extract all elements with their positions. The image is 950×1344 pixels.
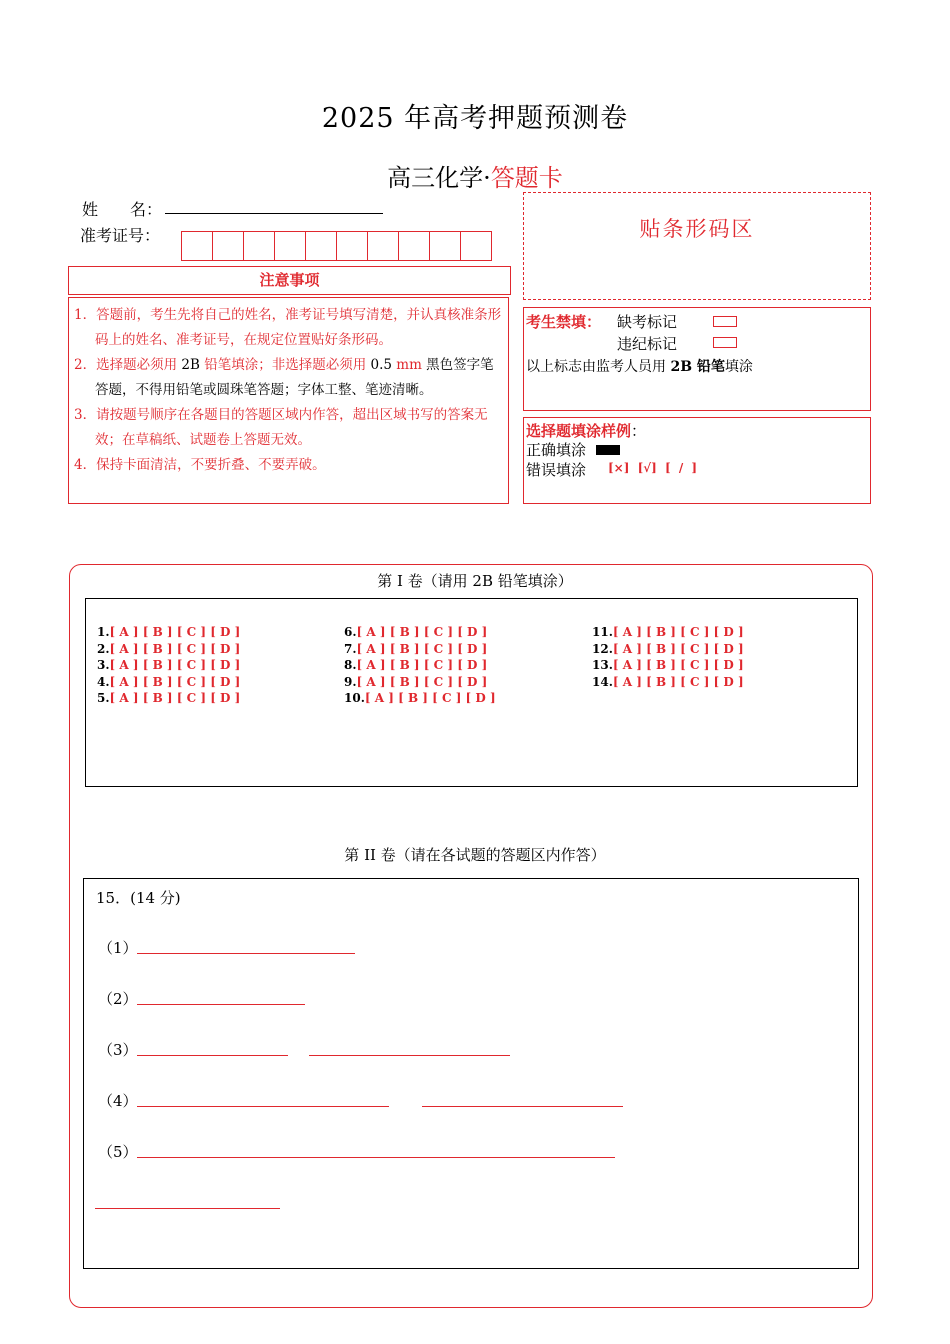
exam-id-digit-box[interactable] xyxy=(461,232,491,260)
part-5-answer-line-a[interactable] xyxy=(137,1157,615,1158)
exam-id-boxes[interactable] xyxy=(181,231,492,261)
violation-mark-row xyxy=(617,333,677,354)
exam-id-digit-box[interactable] xyxy=(213,232,244,260)
part-3-label: （3） xyxy=(98,1041,138,1059)
question-15-box xyxy=(83,878,859,1269)
multiple-choice-box xyxy=(85,598,858,787)
examiner-only-title: 考生禁填： xyxy=(526,313,602,331)
notice-title: 注意事项 xyxy=(68,266,511,295)
mc-question-3[interactable]: 3.[ A ] [ B ] [ C ] [ D ] xyxy=(97,658,241,673)
violation-mark-label: 违纪标记 xyxy=(617,335,678,353)
fill-sample-box xyxy=(523,417,871,504)
part-1-label: （1） xyxy=(98,939,138,957)
mc-question-12[interactable]: 12.[ A ] [ B ] [ C ] [ D ] xyxy=(592,641,744,656)
notice-item-2: 2．选择题必须用 2B 铅笔填涂；非选择题必须用 0.5 mm 黑色签字笔答题，不得用铅笔或圆珠笔答题；字体工整、笔迹清晰。 xyxy=(74,357,494,398)
part-1-answer-line[interactable] xyxy=(137,953,355,954)
absent-mark-row xyxy=(617,311,677,332)
examiner-note: 以上标志由监考人员用 2B 铅笔填涂 xyxy=(526,359,753,375)
exam-id-digit-box[interactable] xyxy=(244,232,275,260)
wrong-fill-label: 错误填涂 xyxy=(526,461,587,479)
mc-question-11[interactable]: 11.[ A ] [ B ] [ C ] [ D ] xyxy=(592,625,744,639)
violation-mark-box[interactable] xyxy=(713,337,737,348)
part-5-label: （5） xyxy=(98,1143,138,1161)
mc-question-13[interactable]: 13.[ A ] [ B ] [ C ] [ D ] xyxy=(592,658,744,673)
wrong-fill-marks: [×] [√] [ / ] xyxy=(608,461,698,475)
mc-column-1 xyxy=(97,624,240,707)
exam-id-label: 准考证号： xyxy=(80,226,161,245)
mc-question-10[interactable]: 10.[ A ] [ B ] [ C ] [ D ] xyxy=(344,691,496,706)
barcode-label: 贴条形码区 xyxy=(639,217,755,241)
mc-question-4[interactable]: 4.[ A ] [ B ] [ C ] [ D ] xyxy=(97,674,241,689)
correct-fill-label: 正确填涂 xyxy=(526,441,587,459)
mc-question-7[interactable]: 7.[ A ] [ B ] [ C ] [ D ] xyxy=(344,641,488,656)
section-1-title: 第 I 卷（请用 2B 铅笔填涂） xyxy=(377,572,573,590)
part-3-answer-line-b[interactable] xyxy=(309,1055,510,1056)
part-4-answer-line-b[interactable] xyxy=(422,1106,623,1107)
exam-id-digit-box[interactable] xyxy=(399,232,430,260)
exam-id-digit-box[interactable] xyxy=(368,232,399,260)
barcode-area xyxy=(523,192,871,300)
mc-question-14[interactable]: 14.[ A ] [ B ] [ C ] [ D ] xyxy=(592,674,744,689)
mc-column-3 xyxy=(592,624,744,690)
card-label: 答题卡 xyxy=(490,164,563,192)
examiner-only-box xyxy=(523,307,871,411)
exam-id-digit-box[interactable] xyxy=(182,232,213,260)
part-3-answer-line-a[interactable] xyxy=(137,1055,288,1056)
part-4-label: （4） xyxy=(98,1092,138,1110)
exam-id-digit-box[interactable] xyxy=(430,232,461,260)
absent-mark-label: 缺考标记 xyxy=(617,313,678,331)
part-2-label: （2） xyxy=(98,990,138,1008)
answer-card-title xyxy=(0,158,950,193)
fill-sample-title: 选择题填涂样例： xyxy=(526,422,647,440)
subject-label: 高三化学· xyxy=(387,164,491,192)
mc-question-8[interactable]: 8.[ A ] [ B ] [ C ] [ D ] xyxy=(344,658,488,673)
name-label: 姓 名： xyxy=(82,200,163,219)
mc-question-5[interactable]: 5.[ A ] [ B ] [ C ] [ D ] xyxy=(97,691,241,706)
mc-question-1[interactable]: 1.[ A ] [ B ] [ C ] [ D ] xyxy=(97,625,241,639)
notice-item-1: 1．答题前，考生先将自己的姓名，准考证号填写清楚，并认真核准条形码上的姓名、准考证号，在规定位置贴好条形码。 xyxy=(74,307,502,348)
notice-item-4: 4．保持卡面清洁，不要折叠、不要弄破。 xyxy=(74,457,326,473)
mc-question-9[interactable]: 9.[ A ] [ B ] [ C ] [ D ] xyxy=(344,674,488,689)
mc-question-2[interactable]: 2.[ A ] [ B ] [ C ] [ D ] xyxy=(97,641,241,656)
exam-title: 2025 年高考押题预测卷 xyxy=(321,103,629,134)
mc-column-2 xyxy=(344,624,496,707)
part-4-answer-line-a[interactable] xyxy=(137,1106,389,1107)
part-5-answer-line-b[interactable] xyxy=(95,1208,280,1209)
name-field[interactable] xyxy=(165,213,383,214)
notice-list xyxy=(68,297,509,504)
exam-id-digit-box[interactable] xyxy=(337,232,368,260)
correct-fill-mark xyxy=(596,445,620,455)
question-15-title: 15．(14 分) xyxy=(96,889,181,907)
exam-id-digit-box[interactable] xyxy=(306,232,337,260)
section-2-title: 第 II 卷（请在各试题的答题区内作答） xyxy=(344,846,606,864)
part-2-answer-line[interactable] xyxy=(137,1004,305,1005)
mc-question-6[interactable]: 6.[ A ] [ B ] [ C ] [ D ] xyxy=(344,625,488,639)
exam-id-digit-box[interactable] xyxy=(275,232,306,260)
notice-item-3: 3．请按题号顺序在各题目的答题区域内作答，超出区域书写的答案无效；在草稿纸、试题卷上答题无效。 xyxy=(74,407,488,448)
absent-mark-box[interactable] xyxy=(713,316,737,327)
